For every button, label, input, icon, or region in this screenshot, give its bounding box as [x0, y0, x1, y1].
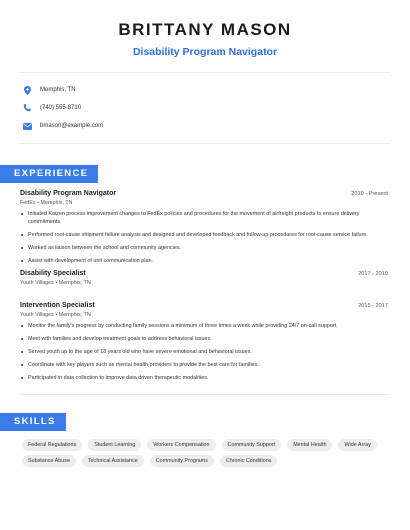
job-company-line: FedEx • Memphis, TN: [20, 200, 73, 206]
job-company-line: Youth Villages • Memphis, TN: [20, 280, 91, 286]
job-dates: 2015 - 2017: [358, 303, 388, 309]
skills-heading: SKILLS: [0, 413, 66, 431]
candidate-name: BRITTANY MASON: [118, 20, 292, 39]
skill-pill: Community Support: [222, 439, 282, 451]
job-bullet: Assist with development of unit communication plan.: [20, 257, 388, 265]
job-bullet: Participated in data collection to improve data driven therapeutic modalities.: [20, 374, 388, 382]
job-bullet: Coordinate with key players such as mental health providers to provide the best care for families.: [20, 361, 388, 369]
job-company: Youth Villages: [20, 280, 54, 286]
job-bullet: Performed root-cause shipment failure analysis and designed and developed feedback and follow-up procedures for root-cause service failure.: [20, 231, 388, 239]
job-location: Memphis, TN: [58, 280, 91, 286]
experience-section: [0, 163, 410, 382]
skill-pill: Federal Regulations: [22, 439, 82, 451]
job-dates: 2019 - Present: [351, 191, 388, 197]
job-title: Intervention Specialist: [20, 302, 95, 309]
job-bullets: [20, 210, 388, 265]
job-location: Memphis, TN: [58, 312, 91, 318]
job-entry: [20, 302, 388, 382]
envelope-icon: [22, 121, 32, 131]
job-title: Disability Specialist: [20, 270, 86, 277]
skills-list: [0, 431, 410, 467]
skill-pill: Workers Compensation: [147, 439, 215, 451]
location-pin-icon: [22, 85, 32, 95]
job-title: Disability Program Navigator: [20, 190, 117, 197]
resume-header: [0, 0, 410, 58]
job-entry: [20, 270, 388, 286]
location-text: Memphis, TN: [40, 87, 76, 93]
job-company: Youth Villages: [20, 312, 54, 318]
email-text: bmason@example.com: [40, 123, 104, 129]
phone-text: (740) 555-8710: [40, 105, 82, 111]
contact-location: [22, 81, 410, 99]
job-bullet: Monitor the family's progress by conducting family sessions a minimum of three times a week while providing 24/7 on-call support.: [20, 322, 388, 330]
job-list: [0, 190, 410, 382]
job-bullet: Meet with families and develop treatment goals to address behavioral issues.: [20, 335, 388, 343]
skill-pill: Community Programs: [150, 455, 214, 467]
contact-email: [22, 117, 410, 135]
phone-icon: [22, 103, 32, 113]
job-bullet: Initiated Kaizen process improvement changes to FedEx policies and procedures for the movement of airfreight products to ensure delivery commitments.: [20, 210, 388, 226]
contact-block: [0, 73, 410, 143]
skill-pill: Mental Health: [287, 439, 332, 451]
job-bullet: Worked as liaison between the school and community agencies.: [20, 244, 388, 252]
skills-section: [0, 411, 410, 467]
job-dates: 2017 - 2019: [358, 271, 388, 277]
job-location: Memphis, TN: [40, 200, 73, 206]
job-company-line: Youth Villages • Memphis, TN: [20, 312, 91, 318]
job-company: FedEx: [20, 200, 36, 206]
skill-pill: Wide Array: [338, 439, 376, 451]
experience-divider: [20, 394, 390, 395]
job-bullets: [20, 322, 388, 382]
job-bullet: Served youth up to the age of 18 years old who have severe emotional and behavioral issues.: [20, 348, 388, 356]
skill-pill: Substance Abuse: [22, 455, 76, 467]
job-entry: [20, 190, 388, 265]
skill-pill: Student Learning: [88, 439, 141, 451]
skill-pill: Chronic Conditions: [220, 455, 278, 467]
candidate-title: Disability Program Navigator: [132, 46, 278, 58]
contact-divider: [20, 143, 390, 144]
contact-phone: [22, 99, 410, 117]
experience-heading: EXPERIENCE: [0, 165, 98, 183]
skill-pill: Technical Assistance: [82, 455, 144, 467]
